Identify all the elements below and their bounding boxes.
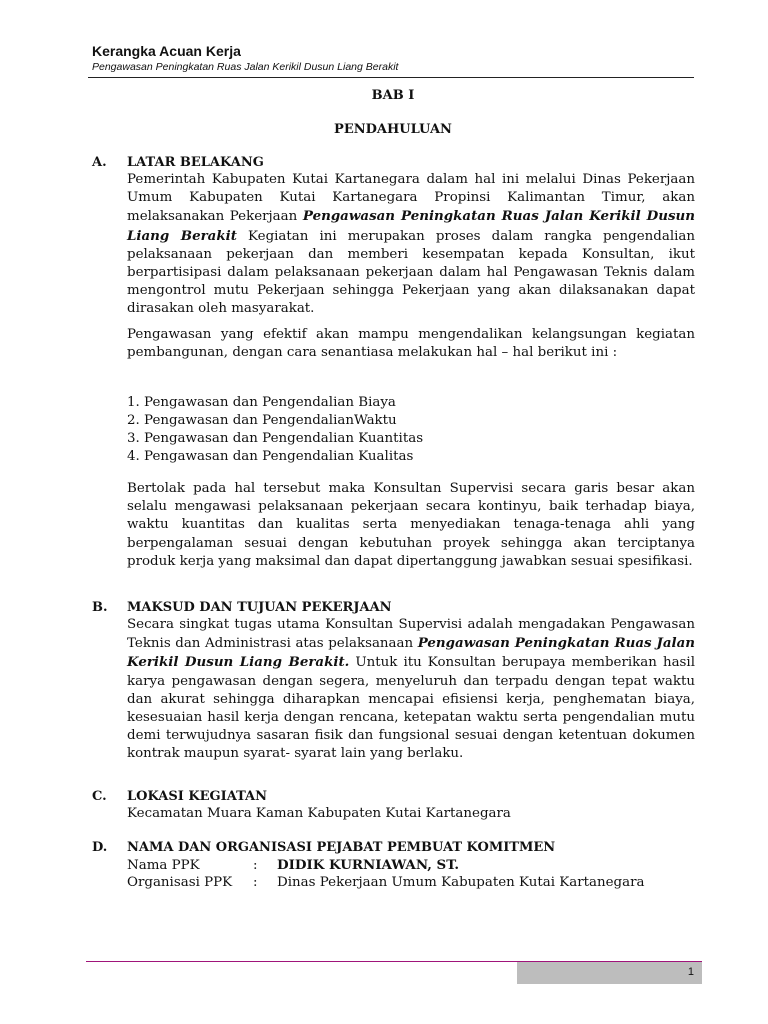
page-number: 1 [687, 966, 694, 978]
chapter-title: PENDAHULUAN [334, 122, 452, 137]
document-subtitle: Pengawasan Peningkatan Ruas Jalan Kerikil Dusun Liang Berakit [92, 61, 399, 73]
ppk-name-row [127, 856, 459, 875]
page-number-box [517, 962, 702, 984]
ppk-org-label: Organisasi PPK [127, 875, 233, 890]
section-c-letter: C. [92, 789, 107, 804]
location-text: Kecamatan Muara Kaman Kabupaten Kutai Kartanegara [127, 806, 511, 821]
control-list [127, 394, 423, 466]
section-a-paragraph-2: Pengawasan yang efektif akan mampu mengendalikan kelangsungan kegiatan pembangunan, dengan cara senantiasa melakukan hal – hal berikut ini : [127, 327, 695, 361]
section-b-title: MAKSUD DAN TUJUAN PEKERJAAN [127, 600, 392, 615]
document-title: Kerangka Acuan Kerja [92, 43, 241, 59]
list-item: 1. Pengawasan dan Pengendalian Biaya [127, 395, 396, 410]
list-item: 2. Pengawasan dan PengendalianWaktu [127, 413, 397, 428]
section-d-title: NAMA DAN ORGANISASI PEJABAT PEMBUAT KOMITMEN [127, 840, 556, 855]
section-b-letter: B. [92, 600, 108, 615]
ppk-name-label: Nama PPK [127, 858, 200, 873]
ppk-name-value: DIDIK KURNIAWAN, ST. [277, 857, 460, 873]
list-item: 4. Pengawasan dan Pengendalian Kualitas [127, 449, 414, 464]
section-a-paragraph-1: Pemerintah Kabupaten Kutai Kartanegara dalam hal ini melalui Dinas Pekerjaan Umum Kabupaten Kutai Kartanegara Propinsi Kalimantan Timur, akan melaksanakan Pekerjaan Pengawasan Peningkatan Ruas Jalan Kerikil Dusun Liang Berakit Kegiatan ini merupakan proses dalam rangka pengendalian pelaksanaan pekerjaan dan memberi kesempatan kepada Konsultan, ikut berpartisipasi dalam pelaksanaan pekerjaan dalam hal Pengawasan Teknis dalam mengontrol mutu Pekerjaan sehingga Pekerjaan yang akan dilaksanakan dapat dirasakan oleh masyarakat. [127, 172, 696, 317]
section-a-paragraph-3: Bertolak pada hal tersebut maka Konsultan Supervisi secara garis besar akan selalu mengawasi pelaksanaan pekerjaan secara kontinyu, baik terhadap biaya, waktu kuantitas dan kualitas serta menyediakan tenaga-tenaga ahli yang berpengalaman sesuai dengan kebutuhan proyek sehingga akan terciptanya produk kerja yang maksimal dan dapat dipertanggung jawabkan sesuai spesifikasi. [127, 481, 695, 569]
list-item: 3. Pengawasan dan Pengendalian Kuantitas [127, 431, 424, 446]
section-d-letter: D. [92, 840, 108, 855]
section-c-title: LOKASI KEGIATAN [127, 789, 268, 804]
chapter-label: BAB I [371, 88, 415, 103]
project-name-emphasis: Pengawasan Peningkatan Ruas Jalan Kerikil Dusun Liang Berakit. [127, 635, 696, 671]
ppk-org-separator: : [253, 875, 258, 890]
section-b-paragraph: Secara singkat tugas utama Konsultan Supervisi adalah mengadakan Pengawasan Teknis dan Administrasi atas pelaksanaan Pengawasan Peningkatan Ruas Jalan Kerikil Dusun Liang Berakit. Untuk itu Konsultan berupaya memberikan hasil karya pengawasan dengan segera, menyeluruh dan terpadu dengan tepat waktu dan akurat sehingga diharapkan mencapai efisiensi kerja, penghematan biaya, kesesuaian hasil kerja dengan rencana, ketepatan waktu serta pengendalian mutu demi terwujudnya sasaran fisik dan fungsional sesuai dengan ketentuan dokumen kontrak maupun syarat- syarat lain yang berlaku. [127, 617, 696, 762]
project-name-emphasis: Pengawasan Peningkatan Ruas Jalan Kerikil Dusun Liang Berakit [127, 208, 696, 244]
header-divider [88, 77, 694, 78]
section-a-title: LATAR BELAKANG [127, 155, 264, 170]
ppk-org-row [127, 874, 645, 892]
ppk-name-separator: : [253, 858, 258, 873]
ppk-org-value: Dinas Pekerjaan Umum Kabupaten Kutai Kartanegara [277, 875, 645, 890]
section-a-letter: A. [92, 155, 107, 170]
